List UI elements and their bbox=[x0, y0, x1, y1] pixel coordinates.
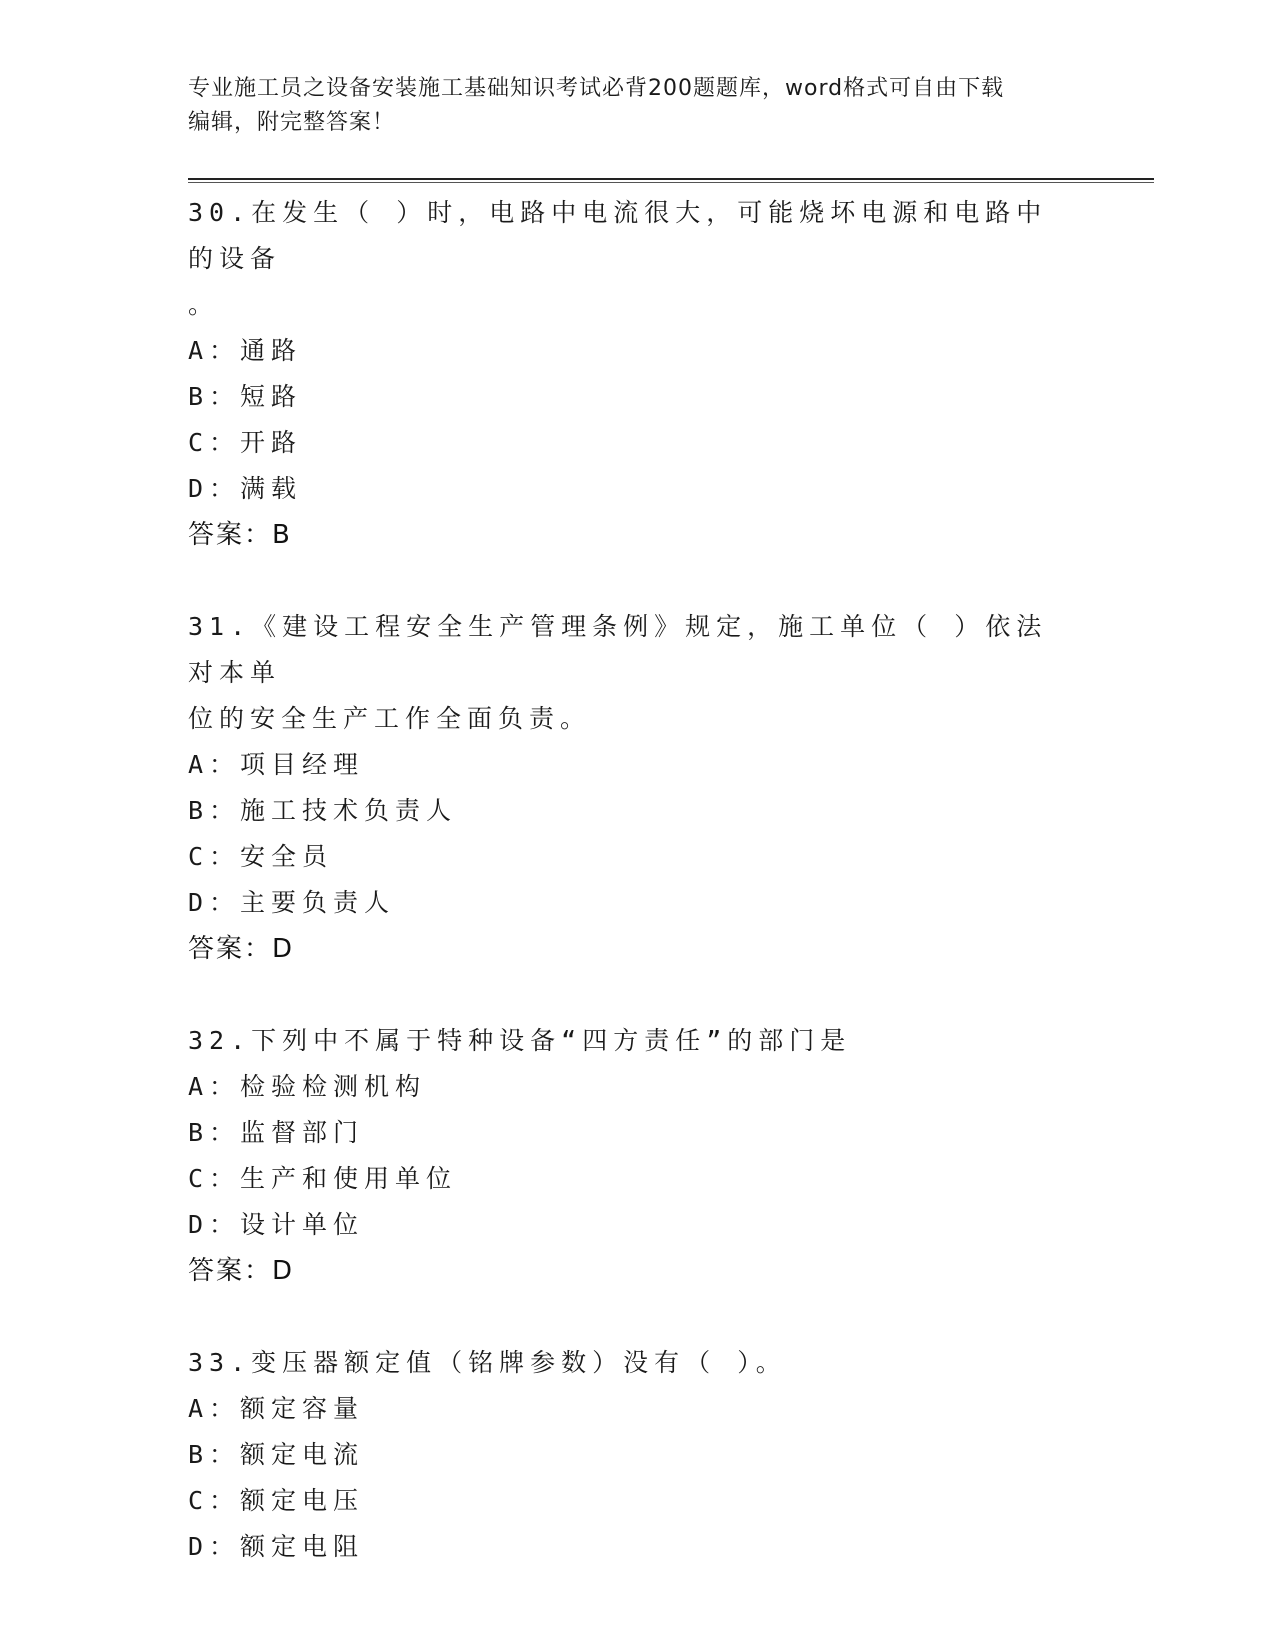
option-a: A：额定容量 bbox=[188, 1394, 365, 1423]
question-stem-line: 32.下列中不属于特种设备“四方责任”的部门是 bbox=[188, 1026, 852, 1055]
option-b: B：施工技术负责人 bbox=[188, 796, 458, 825]
header-line-1: 专业施工员之设备安装施工基础知识考试必背200题题库，word格式可自由下载 bbox=[188, 76, 1005, 101]
option-d: D：额定电阻 bbox=[188, 1532, 365, 1561]
answer-line: 答案：D bbox=[188, 1256, 295, 1286]
header-rule-thick bbox=[188, 178, 1154, 180]
option-a: A：检验检测机构 bbox=[188, 1072, 427, 1101]
option-a: A：通路 bbox=[188, 336, 303, 365]
option-d: D：设计单位 bbox=[188, 1210, 365, 1239]
header-rule-thin bbox=[188, 182, 1154, 183]
question-stem-line: 。 bbox=[188, 290, 220, 319]
question-stem-line: 33.变压器额定值（铭牌参数）没有（ ）。 bbox=[188, 1348, 787, 1377]
question-stem-line: 30.在发生（ ）时，电路中电流很大，可能烧坏电源和电路中的设备 bbox=[188, 198, 1048, 273]
option-b: B：额定电流 bbox=[188, 1440, 365, 1469]
question-33 bbox=[188, 1340, 1068, 1570]
option-c: C：生产和使用单位 bbox=[188, 1164, 458, 1193]
question-32 bbox=[188, 1018, 1068, 1294]
question-stem-line: 31.《建设工程安全生产管理条例》规定，施工单位（ ）依法对本单 bbox=[188, 612, 1048, 687]
option-d: D：主要负责人 bbox=[188, 888, 396, 917]
document-header bbox=[188, 72, 1068, 140]
option-a: A：项目经理 bbox=[188, 750, 365, 779]
answer-line: 答案：D bbox=[188, 934, 295, 964]
option-c: C：安全员 bbox=[188, 842, 334, 871]
question-30 bbox=[188, 190, 1068, 558]
option-b: B：短路 bbox=[188, 382, 303, 411]
header-line-2: 编辑，附完整答案！ bbox=[188, 110, 396, 135]
question-31 bbox=[188, 604, 1068, 972]
option-c: C：额定电压 bbox=[188, 1486, 365, 1515]
answer-line: 答案：B bbox=[188, 520, 292, 550]
option-b: B：监督部门 bbox=[188, 1118, 365, 1147]
question-list bbox=[188, 190, 1068, 1616]
option-d: D：满载 bbox=[188, 474, 303, 503]
question-stem-line: 位的安全生产工作全面负责。 bbox=[188, 704, 592, 733]
option-c: C：开路 bbox=[188, 428, 303, 457]
